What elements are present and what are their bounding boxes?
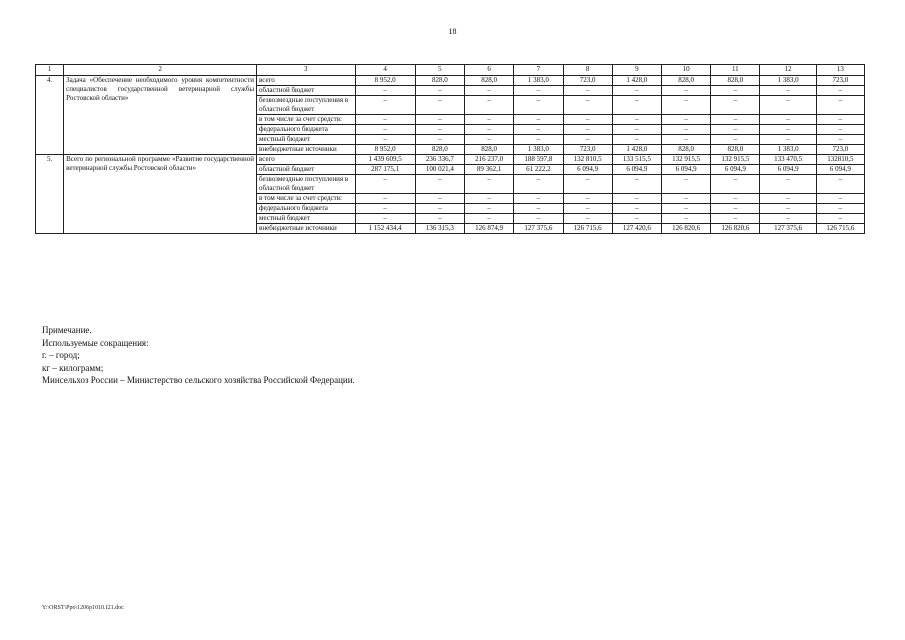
value-cell: –: [612, 115, 661, 125]
value-cell: –: [514, 194, 563, 204]
value-cell: –: [661, 125, 710, 135]
value-cell: 6 094,9: [816, 165, 864, 175]
value-cell: –: [711, 204, 760, 214]
funding-source: в том числе за счет средств:: [257, 115, 355, 125]
value-cell: –: [415, 214, 464, 224]
column-header: 3: [257, 65, 355, 76]
value-cell: –: [415, 204, 464, 214]
value-cell: 6 094,9: [760, 165, 816, 175]
value-cell: 828,0: [415, 145, 464, 155]
value-cell: –: [612, 194, 661, 204]
value-cell: 132 915,5: [711, 155, 760, 165]
value-cell: –: [355, 115, 415, 125]
value-cell: –: [355, 214, 415, 224]
value-cell: –: [760, 86, 816, 96]
value-cell: 216 237,0: [465, 155, 514, 165]
note-line: Минсельхоз России – Министерство сельского хозяйства Российской Федерации.: [42, 375, 355, 385]
value-cell: 61 222,2: [514, 165, 563, 175]
note-line: Используемые сокращения:: [42, 337, 149, 348]
value-cell: 828,0: [711, 76, 760, 86]
value-cell: 127 420,6: [612, 224, 661, 234]
funding-source: внебюджетные источники: [257, 224, 355, 234]
budget-table: [35, 64, 865, 234]
notes-section: [42, 324, 355, 387]
value-cell: 828,0: [711, 145, 760, 155]
value-cell: –: [661, 135, 710, 145]
value-cell: 8 952,0: [355, 76, 415, 86]
funding-source: в том числе за счет средств:: [257, 194, 355, 204]
value-cell: –: [465, 115, 514, 125]
column-header: 4: [355, 65, 415, 76]
value-cell: –: [355, 96, 415, 115]
funding-source: местный бюджет: [257, 135, 355, 145]
value-cell: –: [711, 175, 760, 194]
value-cell: –: [760, 96, 816, 115]
value-cell: –: [415, 86, 464, 96]
value-cell: 828,0: [465, 76, 514, 86]
value-cell: –: [612, 135, 661, 145]
value-cell: 126 874,9: [465, 224, 514, 234]
value-cell: 828,0: [415, 76, 464, 86]
value-cell: –: [465, 204, 514, 214]
value-cell: –: [612, 214, 661, 224]
value-cell: –: [661, 204, 710, 214]
value-cell: –: [760, 125, 816, 135]
value-cell: 287 175,1: [355, 165, 415, 175]
row-name: Всего по региональной программе «Развитие государственной ветеринарной службы Ростовской области»: [64, 155, 257, 234]
column-header: 11: [711, 65, 760, 76]
funding-source: безвозмездные поступления в областной бюджет: [257, 96, 355, 115]
value-cell: –: [465, 175, 514, 194]
value-cell: –: [661, 214, 710, 224]
value-cell: 1 428,0: [612, 76, 661, 86]
value-cell: –: [661, 86, 710, 96]
funding-source: безвозмездные поступления в областной бюджет: [257, 175, 355, 194]
page-number: 18: [448, 27, 457, 36]
value-cell: –: [415, 125, 464, 135]
value-cell: –: [816, 125, 864, 135]
value-cell: –: [563, 214, 612, 224]
value-cell: 133 515,5: [612, 155, 661, 165]
value-cell: –: [355, 204, 415, 214]
funding-source: внебюджетные источники: [257, 145, 355, 155]
value-cell: 1 383,0: [514, 76, 563, 86]
value-cell: –: [514, 204, 563, 214]
value-cell: 1 383,0: [514, 145, 563, 155]
note-line: Примечание.: [42, 325, 92, 335]
value-cell: 1 439 609,5: [355, 155, 415, 165]
value-cell: 127 375,6: [514, 224, 563, 234]
value-cell: –: [563, 135, 612, 145]
column-header: 2: [64, 65, 257, 76]
value-cell: –: [415, 96, 464, 115]
column-header: 6: [465, 65, 514, 76]
funding-source: федерального бюджета: [257, 204, 355, 214]
value-cell: –: [355, 125, 415, 135]
value-cell: –: [563, 204, 612, 214]
value-cell: 1 152 434,4: [355, 224, 415, 234]
value-cell: –: [465, 194, 514, 204]
value-cell: 1 383,0: [760, 145, 816, 155]
value-cell: –: [415, 115, 464, 125]
value-cell: 132 915,5: [661, 155, 710, 165]
value-cell: –: [612, 86, 661, 96]
value-cell: –: [661, 115, 710, 125]
value-cell: –: [415, 135, 464, 145]
value-cell: –: [465, 96, 514, 115]
table-body: [36, 76, 865, 234]
value-cell: 6 094,9: [612, 165, 661, 175]
value-cell: –: [816, 204, 864, 214]
value-cell: –: [514, 115, 563, 125]
table-header-row: [36, 65, 865, 76]
column-header: 1: [36, 65, 64, 76]
value-cell: 6 094,9: [711, 165, 760, 175]
value-cell: –: [816, 115, 864, 125]
value-cell: 127 375,6: [760, 224, 816, 234]
value-cell: –: [612, 175, 661, 194]
value-cell: –: [465, 135, 514, 145]
value-cell: 100 021,4: [415, 165, 464, 175]
value-cell: –: [760, 135, 816, 145]
value-cell: 723,0: [816, 76, 864, 86]
column-header: 5: [415, 65, 464, 76]
value-cell: –: [465, 214, 514, 224]
value-cell: 236 336,7: [415, 155, 464, 165]
funding-source: федерального бюджета: [257, 125, 355, 135]
value-cell: –: [711, 96, 760, 115]
value-cell: –: [711, 125, 760, 135]
value-cell: –: [415, 194, 464, 204]
funding-source: областной бюджет: [257, 86, 355, 96]
value-cell: –: [612, 125, 661, 135]
value-cell: –: [465, 86, 514, 96]
value-cell: 136 315,3: [415, 224, 464, 234]
value-cell: –: [816, 194, 864, 204]
note-line: г. – город;: [42, 350, 80, 360]
value-cell: –: [355, 135, 415, 145]
value-cell: –: [563, 86, 612, 96]
value-cell: 126 715,6: [563, 224, 612, 234]
value-cell: –: [816, 96, 864, 115]
value-cell: 723,0: [563, 76, 612, 86]
value-cell: –: [355, 86, 415, 96]
value-cell: 6 094,9: [661, 165, 710, 175]
column-header: 8: [563, 65, 612, 76]
value-cell: –: [816, 135, 864, 145]
value-cell: –: [465, 125, 514, 135]
value-cell: –: [612, 96, 661, 115]
funding-source: местный бюджет: [257, 214, 355, 224]
value-cell: –: [415, 175, 464, 194]
value-cell: 132810,5: [816, 155, 864, 165]
value-cell: –: [514, 214, 563, 224]
value-cell: 828,0: [465, 145, 514, 155]
value-cell: 723,0: [816, 145, 864, 155]
value-cell: 126 820,6: [711, 224, 760, 234]
value-cell: –: [514, 125, 563, 135]
funding-source: всего: [257, 76, 355, 86]
value-cell: –: [514, 175, 563, 194]
value-cell: 188 597,8: [514, 155, 563, 165]
value-cell: 132 810,5: [563, 155, 612, 165]
value-cell: –: [711, 135, 760, 145]
column-header: 7: [514, 65, 563, 76]
column-header: 9: [612, 65, 661, 76]
value-cell: –: [661, 194, 710, 204]
value-cell: –: [816, 86, 864, 96]
value-cell: 1 428,0: [612, 145, 661, 155]
value-cell: –: [563, 115, 612, 125]
funding-source: областной бюджет: [257, 165, 355, 175]
value-cell: –: [514, 96, 563, 115]
value-cell: –: [760, 115, 816, 125]
value-cell: –: [661, 175, 710, 194]
value-cell: –: [563, 96, 612, 115]
value-cell: –: [563, 125, 612, 135]
table-row: [36, 76, 865, 86]
value-cell: –: [760, 214, 816, 224]
funding-source: всего: [257, 155, 355, 165]
value-cell: 828,0: [661, 76, 710, 86]
value-cell: 723,0: [563, 145, 612, 155]
value-cell: –: [816, 214, 864, 224]
value-cell: –: [661, 96, 710, 115]
value-cell: –: [711, 214, 760, 224]
footer-file-path: Y:\ORST\Ppo\1206p1010.f21.doc: [42, 605, 124, 611]
value-cell: 6 094,9: [563, 165, 612, 175]
value-cell: –: [711, 194, 760, 204]
value-cell: 126 820,6: [661, 224, 710, 234]
value-cell: 133 470,5: [760, 155, 816, 165]
row-index: 5.: [36, 155, 64, 234]
column-header: 12: [760, 65, 816, 76]
table-row: [36, 155, 865, 165]
value-cell: 126 715,6: [816, 224, 864, 234]
value-cell: –: [514, 135, 563, 145]
note-line: кг – килограмм;: [42, 362, 104, 373]
value-cell: 828,0: [661, 145, 710, 155]
value-cell: –: [514, 86, 563, 96]
column-header: 13: [816, 65, 864, 76]
value-cell: –: [711, 115, 760, 125]
value-cell: –: [612, 204, 661, 214]
value-cell: 89 362,1: [465, 165, 514, 175]
value-cell: –: [760, 194, 816, 204]
value-cell: –: [355, 175, 415, 194]
value-cell: –: [760, 204, 816, 214]
value-cell: –: [563, 175, 612, 194]
value-cell: –: [760, 175, 816, 194]
row-index: 4.: [36, 76, 64, 155]
column-header: 10: [661, 65, 710, 76]
value-cell: –: [355, 194, 415, 204]
value-cell: 1 383,0: [760, 76, 816, 86]
value-cell: –: [711, 86, 760, 96]
value-cell: –: [816, 175, 864, 194]
row-name: Задача «Обеспечение необходимого уровня компетентности специалистов государственной ветеринарной службы Ростовской области»: [64, 76, 257, 155]
value-cell: –: [563, 194, 612, 204]
value-cell: 8 952,0: [355, 145, 415, 155]
